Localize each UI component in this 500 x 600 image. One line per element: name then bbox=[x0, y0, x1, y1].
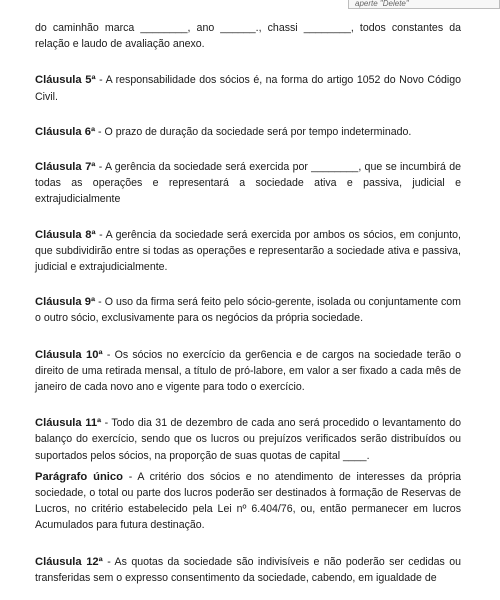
document-page bbox=[35, 20, 461, 586]
clause-8 bbox=[35, 227, 461, 276]
clause-heading: Cláusula 7ª bbox=[35, 161, 96, 174]
paragrafo-unico bbox=[35, 469, 461, 534]
clause-9 bbox=[35, 294, 461, 326]
clause-5 bbox=[35, 72, 461, 104]
clause-heading: Parágrafo único bbox=[35, 470, 123, 483]
clause-text: - A gerência da sociedade será exercida por ambos os sócios, em conjunto, que subdividirão entre si todas as operações e representarão a sociedade ativa e passiva, judicial e extrajudicialmente. bbox=[35, 228, 461, 274]
clause-text: - O prazo de duração da sociedade será por tempo indeterminado. bbox=[95, 125, 412, 138]
clause-6 bbox=[35, 124, 461, 140]
paragraph-intro bbox=[35, 20, 461, 52]
clause-heading: Cláusula 11ª bbox=[35, 417, 102, 430]
clause-heading: Cláusula 10ª bbox=[35, 348, 103, 361]
clause-text: - Os sócios no exercício da ger6encia e de cargos na sociedade terão o direito de uma retirada mensal, a título de pró-labore, em valor a ser fixado a cada mês de janeiro de cada novo ano e vigente para todo o exercício. bbox=[35, 348, 461, 394]
clause-7 bbox=[35, 159, 461, 208]
clause-heading: Cláusula 9ª bbox=[35, 296, 96, 309]
clause-heading: Cláusula 12ª bbox=[35, 555, 103, 568]
delete-hint-box bbox=[348, 0, 500, 9]
clause-text: - A critério dos sócios e no atendimento de interesses da própria sociedade, o total ou parte dos lucros poderão ser destinados à formação de Reservas de Lucros, no critério estabelecido pela Lei nº 6.404/76, ou, então permanecer em lucros Acumulados para futura destinação. bbox=[35, 470, 461, 532]
clause-heading: Cláusula 5ª bbox=[35, 74, 96, 87]
clause-heading: Cláusula 6ª bbox=[35, 125, 96, 138]
clause-heading: Cláusula 8ª bbox=[35, 228, 96, 241]
clause-text: - As quotas da sociedade são indivisíveis e não poderão ser cedidas ou transferidas sem o expresso consentimento da sociedade, cabendo, em igualdade de bbox=[35, 555, 462, 584]
delete-hint-text: aperte "Delete" bbox=[355, 0, 409, 8]
clause-text: - Todo dia 31 de dezembro de cada ano será procedido o levantamento do balanço do exercício, sendo que os lucros ou prejuízos verificados serão distribuídos ou suportados pelos sócios, na proporção de suas quotas de capital ____. bbox=[35, 417, 461, 462]
clause-text: - A gerência da sociedade será exercida por ________, que se incumbirá de todas as operações e representará a sociedade ativa e passiva, judicial e extrajudicialmente bbox=[35, 161, 461, 206]
clause-11 bbox=[35, 415, 461, 464]
clause-text: - O uso da firma será feito pelo sócio-gerente, isolada ou conjuntamente com o outro sócio, exclusivamente para os negócios da própria sociedade. bbox=[35, 296, 462, 325]
paragraph-text: do caminhão marca ________, ano ______., chassi ________, todos constantes da relação e laudo de avaliação anexo. bbox=[35, 22, 461, 51]
clause-text: - A responsabilidade dos sócios é, na forma do artigo 1052 do Novo Código Civil. bbox=[35, 74, 461, 103]
clause-10 bbox=[35, 347, 461, 396]
clause-12 bbox=[35, 554, 461, 586]
